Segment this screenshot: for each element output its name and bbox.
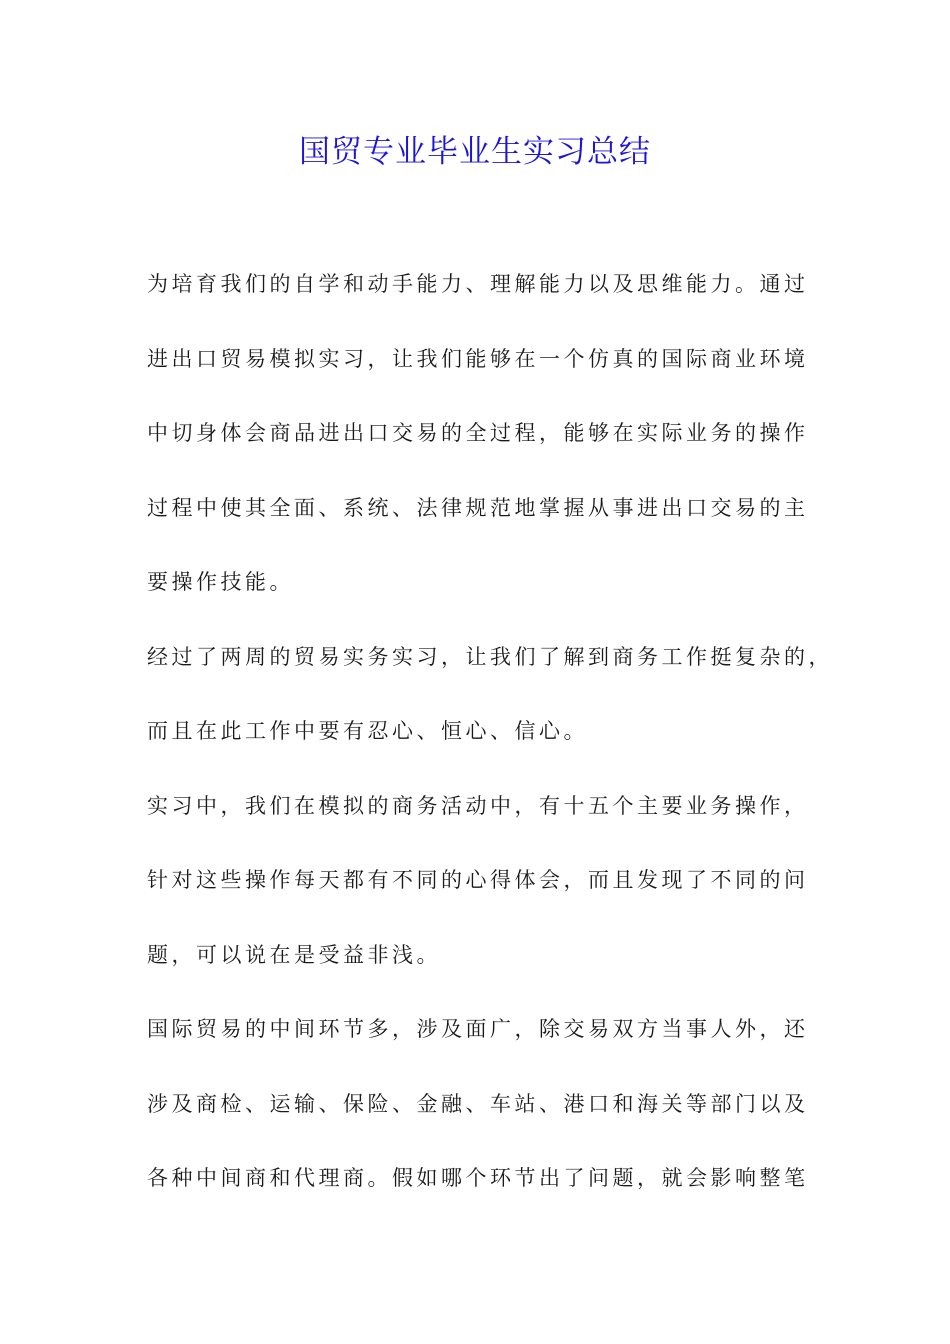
body-line: 涉及商检、运输、保险、金融、车站、港口和海关等部门以及 bbox=[147, 1092, 809, 1116]
body-line: 过程中使其全面、系统、法律规范地掌握从事进出口交易的主 bbox=[147, 496, 809, 520]
body-line: 针对这些操作每天都有不同的心得体会，而且发现了不同的问 bbox=[147, 868, 809, 892]
body-line: 国际贸易的中间环节多，涉及面广，除交易双方当事人外，还 bbox=[147, 1017, 809, 1041]
body-line: 中切身体会商品进出口交易的全过程，能够在实际业务的操作 bbox=[147, 421, 809, 445]
body-line: 经过了两周的贸易实务实习，让我们了解到商务工作挺复杂的， bbox=[147, 645, 833, 669]
body-line: 各种中间商和代理商。假如哪个环节出了问题，就会影响整笔 bbox=[147, 1166, 809, 1190]
body-line: 而且在此工作中要有忍心、恒心、信心。 bbox=[147, 719, 588, 743]
body-line: 为培育我们的自学和动手能力、理解能力以及思维能力。通过 bbox=[147, 272, 809, 296]
body-line: 要操作技能。 bbox=[147, 570, 294, 594]
document-title: 国贸专业毕业生实习总结 bbox=[299, 134, 651, 170]
body-line: 进出口贸易模拟实习，让我们能够在一个仿真的国际商业环境 bbox=[147, 347, 809, 371]
body-line: 实习中，我们在模拟的商务活动中，有十五个主要业务操作， bbox=[147, 794, 809, 818]
body-line: 题，可以说在是受益非浅。 bbox=[147, 943, 441, 967]
